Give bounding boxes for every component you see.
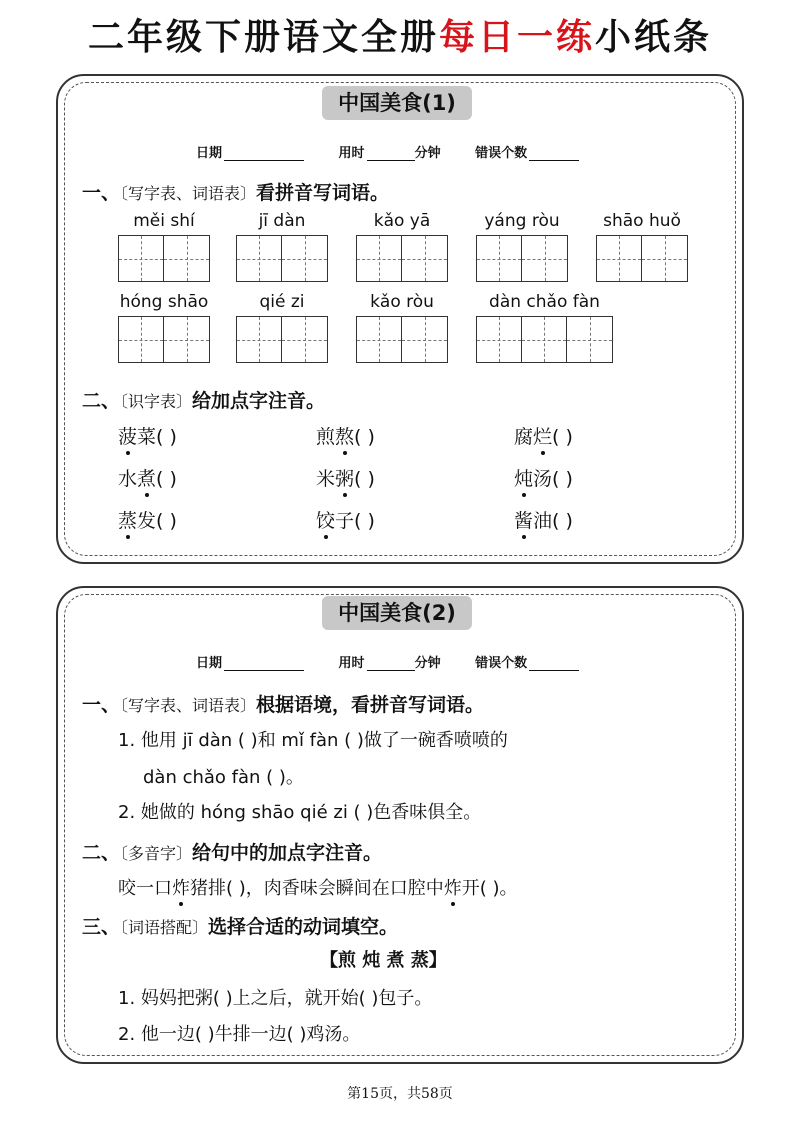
section-tag: 〔多音字〕 (120, 844, 193, 863)
char: 菜 (137, 426, 157, 448)
date-label: 日期 (196, 146, 223, 161)
char: 子 (335, 510, 355, 532)
answer-blank: ( ) (156, 426, 177, 448)
question-line[interactable] (118, 874, 518, 900)
card-2-section-2-heading (82, 838, 382, 865)
char: 煎 (316, 426, 336, 448)
text-segment: 咬一口 (118, 878, 172, 899)
answer-blank: ( ) (552, 468, 573, 490)
char: 油 (533, 510, 553, 532)
minute-label: 分钟 (414, 656, 441, 671)
card-1-title: 中国美食(1) (322, 86, 472, 120)
dotted-char: 酱 (514, 510, 534, 532)
writing-grid[interactable] (476, 235, 568, 282)
dotted-char: 菠 (118, 426, 138, 448)
pinyin-label: jī dàn (258, 211, 306, 231)
section-number: 三、 (82, 916, 121, 938)
title-part-1: 二年级下册语文全册 (87, 17, 439, 58)
char: 腐 (514, 426, 534, 448)
section-tag: 〔词语搭配〕 (120, 918, 209, 937)
card-2-section-3-heading (82, 912, 398, 939)
minute-label: 分钟 (414, 146, 441, 161)
annotate-word[interactable] (118, 506, 177, 533)
page-title (0, 14, 800, 62)
question-line[interactable]: 2. 他一边( )牛排一边( )鸡汤。 (118, 1024, 361, 1045)
card-2-section-1-heading (82, 690, 484, 717)
pinyin-label: hóng shāo (119, 292, 209, 312)
section-instruction: 看拼音写词语。 (256, 182, 390, 204)
date-blank[interactable] (224, 146, 304, 161)
errors-label: 错误个数 (475, 656, 528, 671)
dotted-char: 粥 (335, 468, 355, 490)
pinyin-label: kǎo yā (373, 211, 431, 231)
section-instruction: 给句中的加点字注音。 (192, 842, 383, 864)
dotted-char: 炖 (514, 468, 534, 490)
writing-grid[interactable] (118, 316, 210, 363)
section-number: 一、 (82, 694, 121, 716)
section-instruction: 根据语境，看拼音写词语。 (256, 694, 485, 716)
annotate-word[interactable] (316, 464, 375, 491)
card-1-meta (196, 142, 579, 161)
annotate-word[interactable] (514, 506, 573, 533)
pinyin-label: yáng ròu (484, 211, 560, 231)
section-number: 二、 (82, 390, 121, 412)
answer-blank: ( ) (156, 468, 177, 490)
pinyin-label: qié zi (259, 292, 305, 312)
date-blank[interactable] (224, 656, 304, 671)
annotate-word[interactable] (118, 464, 177, 491)
text-segment: 猪排( )，肉香味会瞬间在口腔中 (190, 878, 444, 899)
section-tag: 〔识字表〕 (120, 392, 193, 411)
title-highlight: 每日一练 (438, 17, 595, 58)
text-segment: 开( )。 (461, 878, 518, 899)
writing-grid[interactable] (118, 235, 210, 282)
answer-blank: ( ) (552, 426, 573, 448)
writing-grid[interactable] (596, 235, 688, 282)
pinyin-label: kǎo ròu (370, 292, 434, 312)
annotate-word[interactable] (514, 464, 573, 491)
answer-blank: ( ) (354, 426, 375, 448)
pinyin-label: dàn chǎo fàn (489, 292, 600, 312)
errors-label: 错误个数 (475, 146, 528, 161)
dotted-char: 炸 (172, 878, 190, 899)
question-line[interactable]: 1. 他用 jī dàn ( )和 mǐ fàn ( )做了一碗香喷喷的 (118, 730, 508, 751)
pinyin-label: měi shí (133, 211, 195, 231)
time-blank[interactable] (367, 146, 415, 161)
answer-blank: ( ) (552, 510, 573, 532)
section-tag: 〔写字表、词语表〕 (120, 696, 257, 715)
annotate-word[interactable] (316, 506, 375, 533)
pinyin-label: shāo huǒ (603, 211, 681, 231)
question-line[interactable]: 2. 她做的 hóng shāo qié zi ( )色香味俱全。 (118, 802, 482, 823)
char: 水 (118, 468, 138, 490)
writing-grid[interactable] (476, 316, 613, 363)
dotted-char: 炸 (443, 878, 462, 899)
dotted-char: 烂 (533, 426, 553, 448)
dotted-char: 蒸 (118, 510, 138, 532)
question-line[interactable]: dàn chǎo fàn ( )。 (143, 767, 304, 788)
title-part-2: 小纸条 (595, 17, 713, 58)
time-blank[interactable] (367, 656, 415, 671)
time-label: 用时 (338, 146, 365, 161)
dotted-char: 熬 (335, 426, 355, 448)
writing-grid[interactable] (356, 316, 448, 363)
writing-grid[interactable] (236, 235, 328, 282)
card-2-title: 中国美食(2) (322, 596, 472, 630)
section-tag: 〔写字表、词语表〕 (120, 184, 257, 203)
dotted-char: 饺 (316, 510, 336, 532)
answer-blank: ( ) (354, 468, 375, 490)
writing-grid[interactable] (356, 235, 448, 282)
section-instruction: 选择合适的动词填空。 (208, 916, 399, 938)
card-2-meta (196, 652, 579, 671)
dotted-char: 煮 (137, 468, 157, 490)
time-label: 用时 (338, 656, 365, 671)
answer-blank: ( ) (354, 510, 375, 532)
card-1-section-1-heading (82, 178, 389, 205)
annotate-word[interactable] (118, 422, 177, 449)
char: 发 (137, 510, 157, 532)
errors-blank[interactable] (529, 656, 579, 671)
char: 米 (316, 468, 336, 490)
word-choices: 【煎 炖 煮 蒸】 (320, 950, 447, 971)
char: 汤 (533, 468, 553, 490)
section-instruction: 给加点字注音。 (192, 390, 326, 412)
date-label: 日期 (196, 656, 223, 671)
answer-blank: ( ) (156, 510, 177, 532)
annotate-word[interactable] (514, 422, 573, 449)
card-1-section-2-heading (82, 386, 325, 413)
writing-grid[interactable] (236, 316, 328, 363)
question-line[interactable]: 1. 妈妈把粥( )上之后，就开始( )包子。 (118, 988, 433, 1009)
section-number: 一、 (82, 182, 121, 204)
errors-blank[interactable] (529, 146, 579, 161)
section-number: 二、 (82, 842, 121, 864)
page-footer: 第15页，共58页 (347, 1086, 453, 1102)
annotate-word[interactable] (316, 422, 375, 449)
